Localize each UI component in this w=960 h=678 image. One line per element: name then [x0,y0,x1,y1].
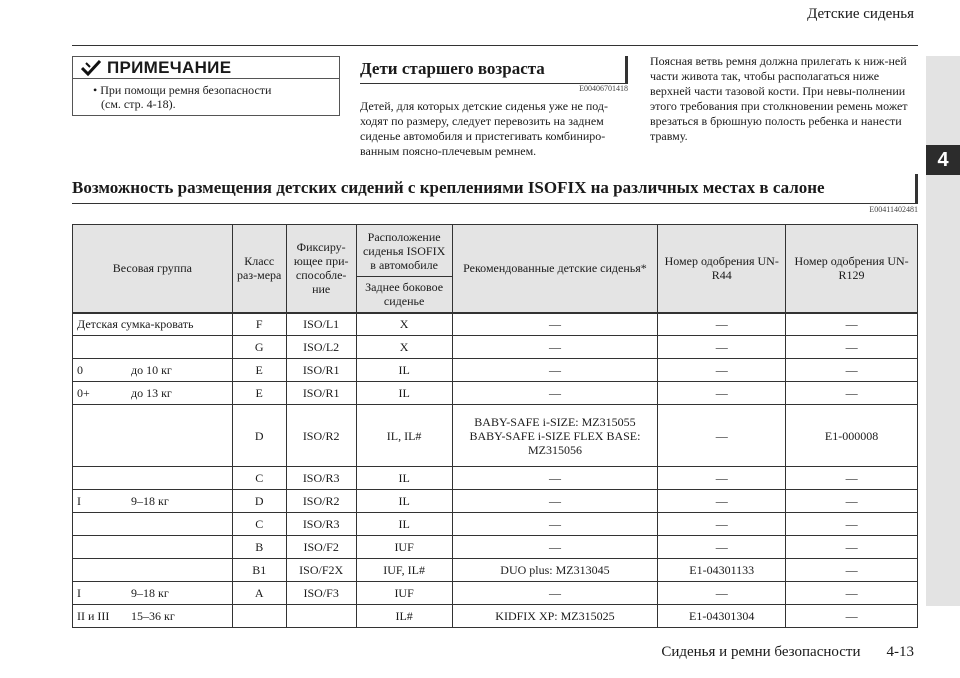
cell-weight-group [73,582,233,605]
cell-r129: — [786,513,918,536]
cell-weight-group [73,536,233,559]
cell-fix: ISO/L1 [286,313,356,336]
cell-pos: X [356,313,452,336]
cell-r129: — [786,536,918,559]
cell-pos: IL [356,513,452,536]
table-row [73,467,918,490]
section-older-children-heading-box [360,56,628,84]
cell-r129: — [786,313,918,336]
cell-fix: ISO/R2 [286,405,356,467]
cell-group-name: 0 [77,363,83,377]
belt-position-text: Поясная ветвь ремня должна прилегать к ниж-ней части живота так, чтобы располагаться ниже верхней части тазовой кости. При невы-полнении этого требования при столкновении ремень может врезаться в брюшную полость ребенка и нанести травму. [650,54,908,143]
note-header [73,57,339,79]
cell-cls: A [232,582,286,605]
section-older-children-text: Детей, для которых детские сиденья уже не под-ходят по размеру, следует перевозить на заднем сиденье автомобиля и пристегивать комбиниро-ванным поясно-плечевым ремнем. [360,99,609,158]
header-recommended: Рекомендованные детские сиденья* [452,225,658,313]
cell-weight-group [73,405,233,467]
cell-r129: — [786,490,918,513]
cell-fix: ISO/R2 [286,490,356,513]
header-fixture: Фиксиру-ющее при-способле-ние [286,225,356,313]
cell-pos: IL [356,382,452,405]
cell-r44: — [658,405,786,467]
cell-cls: G [232,336,286,359]
table-row [73,513,918,536]
cell-group-weight: до 10 кг [131,363,172,377]
cell-cls: B [232,536,286,559]
cell-group-name: II и III [77,609,110,623]
cell-group-name: I [77,586,81,600]
cell-r44: — [658,513,786,536]
cell-pos: IL [356,359,452,382]
cell-rec: — [452,582,658,605]
header-divider [72,45,918,46]
table-row [73,405,918,467]
cell-weight-group [73,336,233,359]
check-note-icon [81,60,101,76]
cell-rec: — [452,382,658,405]
cell-fix: ISO/R1 [286,359,356,382]
cell-weight-group [73,382,233,405]
cell-pos: IL [356,490,452,513]
cell-fix: ISO/R3 [286,467,356,490]
cell-r129: — [786,336,918,359]
cell-group-name: Детская сумка-кровать [77,317,194,332]
cell-rec: — [452,536,658,559]
table-row [73,336,918,359]
note-title: ПРИМЕЧАНИЕ [107,57,232,77]
cell-weight-group [73,559,233,582]
page-footer [661,644,914,661]
cell-pos: IL [356,467,452,490]
cell-fix [286,605,356,628]
cell-r44: — [658,313,786,336]
table-row [73,559,918,582]
cell-pos: IL, IL# [356,405,452,467]
cell-r44: — [658,382,786,405]
cell-group-weight: до 13 кг [131,386,172,400]
cell-fix: ISO/F3 [286,582,356,605]
header-position: Расположение сиденья ISOFIX в автомобиле [356,225,452,277]
cell-r44: — [658,582,786,605]
header-position-sub: Заднее боковое сиденье [356,277,452,313]
table-row [73,490,918,513]
header-weight-group: Весовая группа [73,225,233,313]
cell-group-weight: 15–36 кг [131,609,175,623]
cell-r44: — [658,467,786,490]
cell-fix: ISO/F2X [286,559,356,582]
cell-r44: — [658,490,786,513]
cell-weight-group [73,313,233,336]
cell-rec: KIDFIX XP: MZ315025 [452,605,658,628]
cell-cls: D [232,405,286,467]
cell-rec: BABY-SAFE i-SIZE: MZ315055 BABY-SAFE i-SIZE FLEX BASE: MZ315056 [452,405,658,467]
section-isofix-heading-box [72,174,918,204]
note-line-1: • При помощи ремня безопасности [93,83,272,97]
cell-group-name: 0+ [77,386,90,400]
cell-cls: E [232,359,286,382]
cell-cls: F [232,313,286,336]
section-isofix-title: Возможность размещения детских сидений с креплениями ISOFIX на различных местах в салоне [72,178,825,197]
cell-r44: — [658,359,786,382]
section-older-children-code: E00406701418 [579,84,628,93]
header-approval-r44: Номер одобрения UN-R44 [658,225,786,313]
table-row [73,382,918,405]
cell-cls: B1 [232,559,286,582]
cell-rec: — [452,513,658,536]
cell-rec: — [452,313,658,336]
table-row [73,582,918,605]
cell-fix: ISO/F2 [286,536,356,559]
cell-rec: — [452,490,658,513]
cell-weight-group [73,605,233,628]
page-header-title: Детские сиденья [807,6,914,22]
header-approval-r129: Номер одобрения UN-R129 [786,225,918,313]
cell-r44: — [658,336,786,359]
section-isofix-code: E00411402481 [869,205,918,214]
cell-r129: — [786,382,918,405]
cell-group-weight: 9–18 кг [131,586,169,600]
note-body [73,79,339,111]
side-margin-bar [926,56,960,606]
cell-fix: ISO/L2 [286,336,356,359]
cell-rec: — [452,359,658,382]
cell-r129: — [786,582,918,605]
cell-weight-group [73,490,233,513]
chapter-tab: 4 [926,145,960,175]
table-row [73,359,918,382]
table-row [73,605,918,628]
cell-r44: E1-04301304 [658,605,786,628]
cell-weight-group [73,513,233,536]
cell-pos: IUF [356,536,452,559]
cell-group-weight: 9–18 кг [131,494,169,508]
cell-r44: E1-04301133 [658,559,786,582]
isofix-table [72,224,918,628]
cell-rec: — [452,336,658,359]
cell-weight-group [73,359,233,382]
cell-r129: — [786,359,918,382]
cell-cls: C [232,513,286,536]
cell-r129: E1-000008 [786,405,918,467]
cell-pos: IUF [356,582,452,605]
cell-r44: — [658,536,786,559]
cell-rec: — [452,467,658,490]
cell-cls [232,605,286,628]
footer-section: Сиденья и ремни безопасности [661,644,861,660]
table-row [73,313,918,336]
note-line-2: (см. стр. 4-18). [101,97,176,111]
cell-cls: D [232,490,286,513]
note-box [72,56,340,116]
header-size-class: Класс раз-мера [232,225,286,313]
cell-pos: IL# [356,605,452,628]
section-older-children-title: Дети старшего возраста [360,59,545,78]
cell-pos: IUF, IL# [356,559,452,582]
cell-cls: C [232,467,286,490]
cell-r129: — [786,605,918,628]
cell-fix: ISO/R1 [286,382,356,405]
footer-page-number: 4-13 [886,644,914,660]
cell-cls: E [232,382,286,405]
cell-r129: — [786,467,918,490]
cell-r129: — [786,559,918,582]
cell-group-name: I [77,494,81,508]
cell-weight-group [73,467,233,490]
cell-fix: ISO/R3 [286,513,356,536]
table-row [73,536,918,559]
cell-rec: DUO plus: MZ313045 [452,559,658,582]
cell-pos: X [356,336,452,359]
